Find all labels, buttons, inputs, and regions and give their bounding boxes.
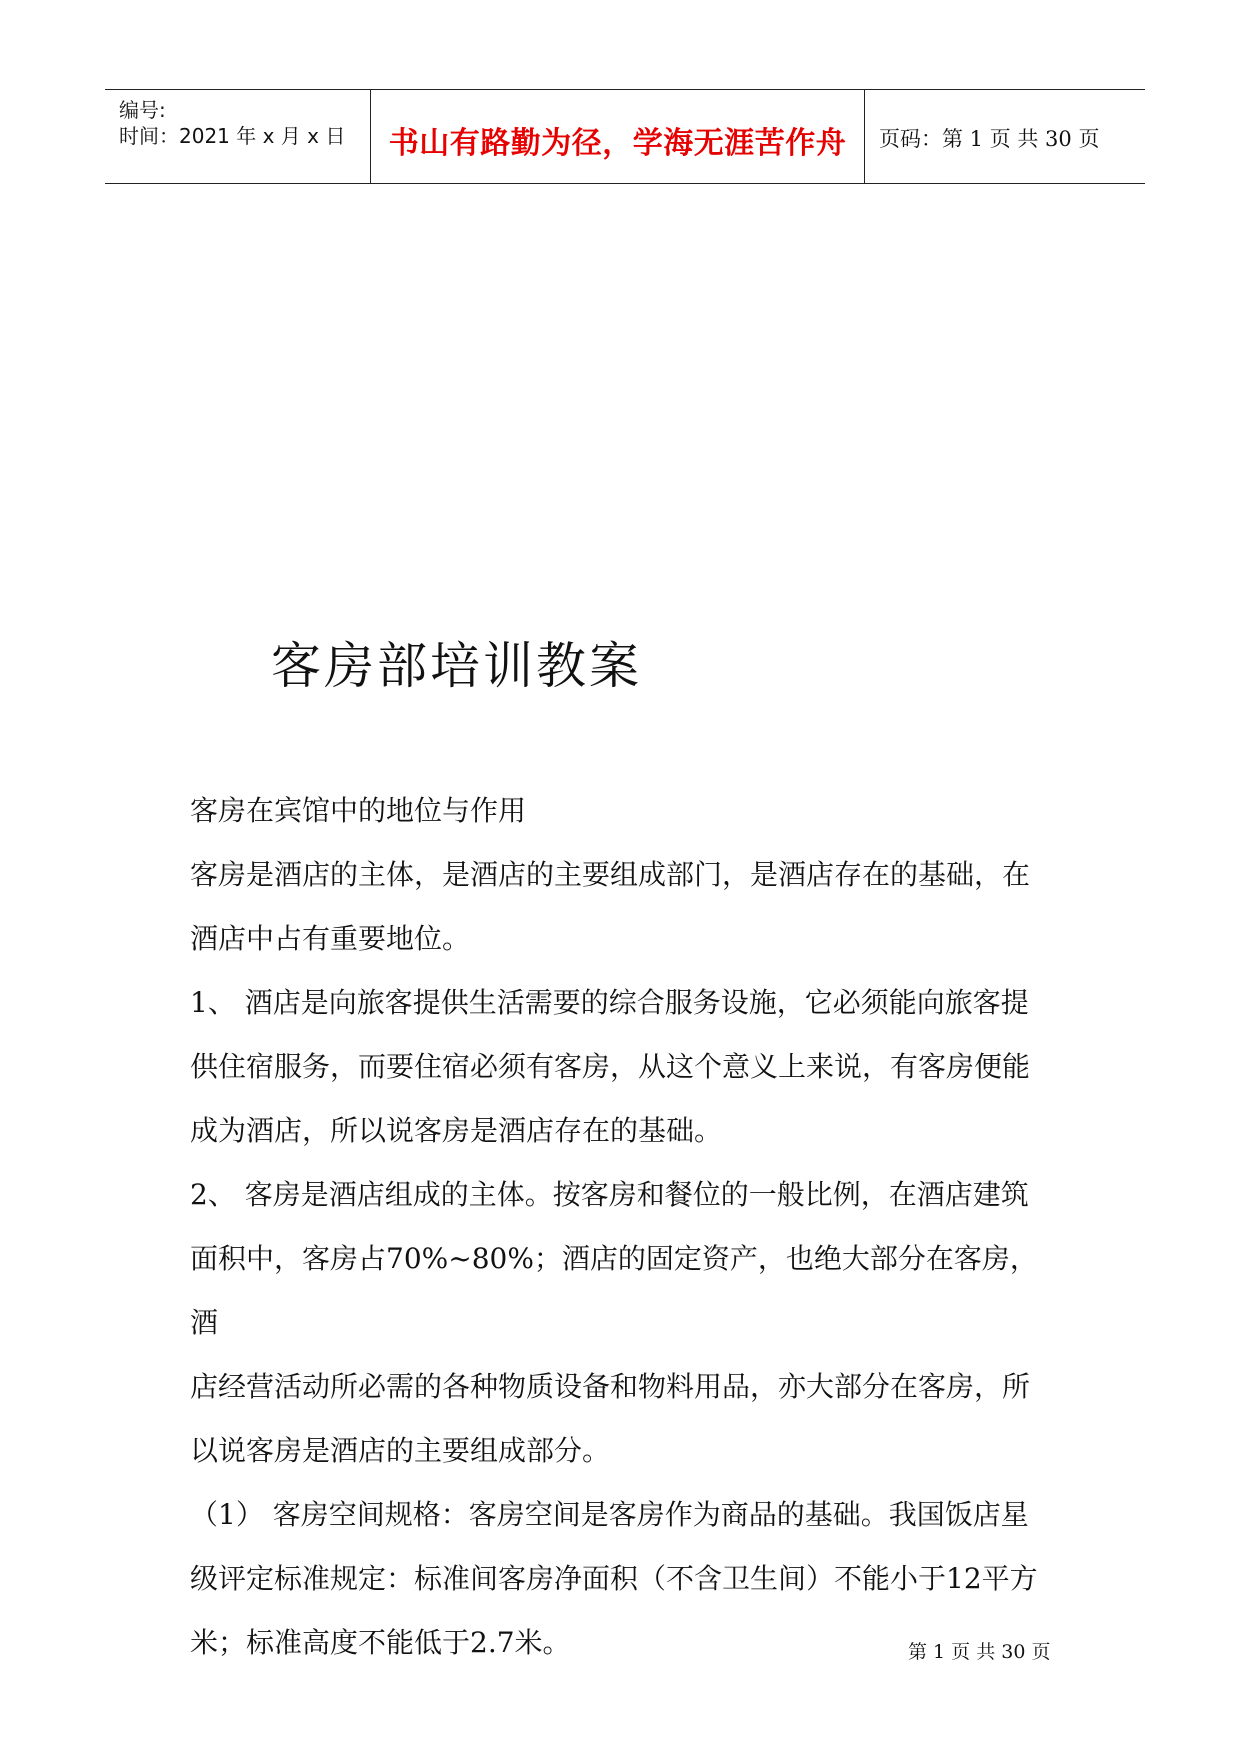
- number-label: 编号:: [119, 98, 166, 122]
- body-line: 2、 客房是酒店组成的主体。按客房和餐位的一般比例，在酒店建筑: [190, 1178, 1029, 1211]
- document-body: [190, 779, 1060, 1675]
- page-number-label: 页码：第 1 页 共 30 页: [879, 127, 1100, 151]
- body-line: 面积中，客房占70%~80%；酒店的固定资产，也绝大部分在客房，酒: [190, 1242, 1038, 1339]
- header-left-cell: [105, 90, 370, 183]
- body-line: 酒店中占有重要地位。: [190, 922, 471, 955]
- body-line: 店经营活动所必需的各种物质设备和物料用品，亦大部分在客房，所: [190, 1370, 1031, 1403]
- motto: 书山有路勤为径，学海无涯苦作舟: [388, 126, 847, 161]
- page-footer: 第 1 页 共 30 页: [908, 1641, 1051, 1663]
- body-line: 级评定标准规定：标准间客房净面积（不含卫生间）不能小于12平方: [190, 1562, 1038, 1595]
- body-line: 米；标准高度不能低于2.7米。: [190, 1626, 571, 1659]
- section-heading: 客房在宾馆中的地位与作用: [190, 794, 527, 827]
- body-line: 客房是酒店的主体，是酒店的主要组成部门，是酒店存在的基础，在: [190, 858, 1031, 891]
- time-label: 时间：2021 年 x 月 x 日: [119, 124, 346, 148]
- body-line: （1） 客房空间规格：客房空间是客房作为商品的基础。我国饭店星: [190, 1498, 1029, 1531]
- body-line: 成为酒店，所以说客房是酒店存在的基础。: [190, 1114, 723, 1147]
- body-line: 以说客房是酒店的主要组成部分。: [190, 1434, 611, 1467]
- header-right-cell: [865, 90, 1145, 183]
- header-table: [105, 89, 1145, 184]
- body-line: 1、 酒店是向旅客提供生活需要的综合服务设施，它必须能向旅客提: [190, 986, 1029, 1019]
- body-line: 供住宿服务，而要住宿必须有客房，从这个意义上来说，有客房便能: [190, 1050, 1031, 1083]
- document-title: 客房部培训教案: [271, 637, 642, 695]
- header-middle-cell: [370, 90, 865, 183]
